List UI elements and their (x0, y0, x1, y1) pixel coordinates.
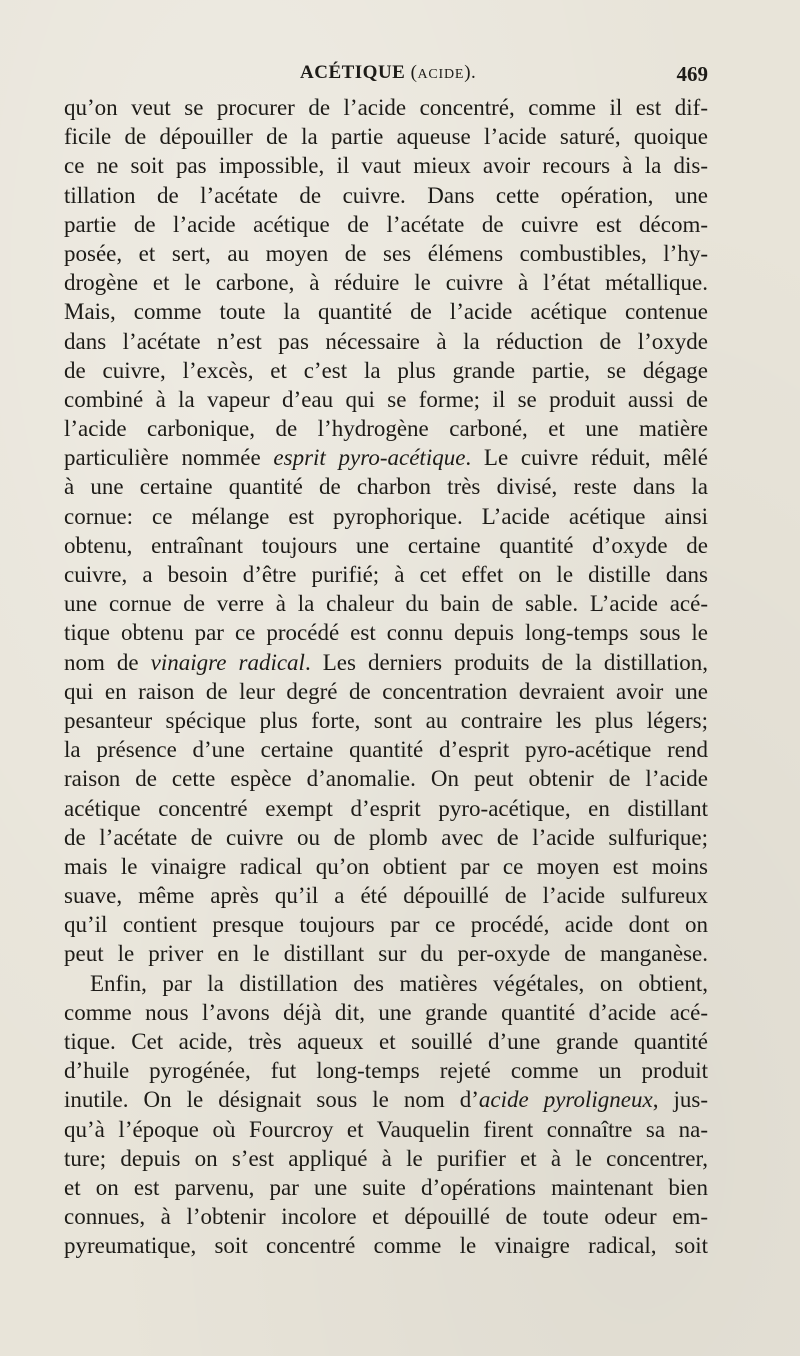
text-line: d’huile pyrogénée, fut long-temps rejeté comme un produit (64, 1058, 708, 1084)
italic-term: acide pyroligneux (478, 1087, 653, 1113)
text-line-segment: . Le cuivre réduit, mêlé (465, 445, 708, 471)
text-line: qu’il contient presque toujours par ce procédé, acide dont on (64, 912, 708, 938)
text-line: de l’acétate de cuivre ou de plomb avec de l’acide sulfurique; (64, 824, 708, 850)
text-line (64, 443, 708, 472)
text-line: posée, et sert, au moyen de ses élémens combustibles, l’hy- (64, 240, 708, 266)
text-line: tique obtenu par ce procédé est connu depuis long-temps sous le (64, 620, 708, 646)
text-line (64, 1085, 708, 1114)
text-line: Enfin, par la distillation des matières végétales, on obtient, (90, 970, 708, 996)
text-line: qui en raison de leur degré de concentration devraient avoir une (64, 678, 708, 704)
text-line-segment: particulière nommée (64, 445, 274, 471)
text-line: dans l’acétate n’est pas nécessaire à la réduction de l’oxyde (64, 328, 708, 354)
text-line: l’acide carbonique, de l’hydrogène carboné, et une matière (64, 416, 708, 442)
text-line: qu’à l’époque où Fourcroy et Vauquelin firent connaître sa na- (64, 1116, 708, 1142)
text-line (64, 648, 708, 677)
running-title-open: ( (410, 62, 418, 83)
text-line: combiné à la vapeur d’eau qui se forme; il se produit aussi de (64, 386, 708, 412)
text-line: obtenu, entraînant toujours une certaine quantité d’oxyde de (64, 532, 708, 558)
text-line: une cornue de verre à la chaleur du bain de sable. L’acide acé- (64, 591, 708, 617)
text-line: la présence d’une certaine quantité d’esprit pyro-acétique rend (64, 737, 708, 763)
text-line: à une certaine quantité de charbon très divisé, reste dans la (64, 474, 708, 500)
text-line: raison de cette espèce d’anomalie. On peut obtenir de l’acide (64, 766, 708, 792)
text-line: ture; depuis on s’est appliqué à le purifier et à le concentrer, (64, 1145, 708, 1171)
text-line: peut le priver en le distillant sur du per-oxyde de manganèse. (64, 941, 708, 967)
text-line: de cuivre, l’excès, et c’est la plus grande partie, se dégage (64, 357, 708, 383)
text-line: acétique concentré exempt d’esprit pyro-acétique, en distillant (64, 795, 708, 821)
running-title-close: ). (464, 62, 477, 83)
text-line: et on est parvenu, par une suite d’opérations maintenant bien (64, 1174, 708, 1200)
text-line: Mais, comme toute la quantité de l’acide acétique contenue (64, 299, 708, 325)
text-line-segment: , jus- (652, 1087, 708, 1113)
running-title (300, 62, 476, 84)
text-line: drogène et le carbone, à réduire le cuivre à l’état métallique. (64, 270, 708, 296)
running-title-main: ACÉTIQUE (300, 62, 406, 83)
text-line: ficile de dépouiller de la partie aqueuse l’acide saturé, quoique (64, 124, 708, 150)
text-line: connues, à l’obtenir incolore et dépouillé de toute odeur em- (64, 1204, 708, 1230)
page-number: 469 (676, 62, 708, 86)
text-line: cornue: ce mélange est pyrophorique. L’acide acétique ainsi (64, 503, 708, 529)
text-line: comme nous l’avons déjà dit, une grande quantité d’acide acé- (64, 999, 708, 1025)
body-text (64, 93, 708, 1261)
text-line: suave, même après qu’il a été dépouillé de l’acide sulfureux (64, 883, 708, 909)
italic-term: esprit pyro-acétique (273, 445, 466, 471)
running-title-sub: ACIDE (417, 67, 465, 82)
text-line: qu’on veut se procurer de l’acide concentré, comme il est dif- (64, 95, 708, 120)
text-line: pesanteur spécique plus forte, sont au contraire les plus légers; (64, 707, 708, 733)
italic-term: vinaigre radical (150, 649, 305, 675)
text-line-segment: inutile. On le désignait sous le nom d’ (64, 1087, 479, 1113)
text-line: pyreumatique, soit concentré comme le vinaigre radical, soit (64, 1233, 708, 1259)
text-line: tillation de l’acétate de cuivre. Dans cette opération, une (64, 182, 708, 208)
text-line-segment: . Les derniers produits de la distillation, (304, 649, 708, 675)
text-line: ce ne soit pas impossible, il vaut mieux avoir recours à la dis- (64, 153, 708, 179)
text-line: partie de l’acide acétique de l’acétate de cuivre est décom- (64, 211, 708, 237)
running-head (64, 58, 708, 86)
text-line-segment: nom de (64, 649, 151, 675)
text-line: mais le vinaigre radical qu’on obtient par ce moyen est moins (64, 853, 708, 879)
text-line: tique. Cet acide, très aqueux et souillé d’une grande quantité (64, 1029, 708, 1054)
text-line: cuivre, a besoin d’être purifié; à cet effet on le distille dans (64, 562, 708, 587)
